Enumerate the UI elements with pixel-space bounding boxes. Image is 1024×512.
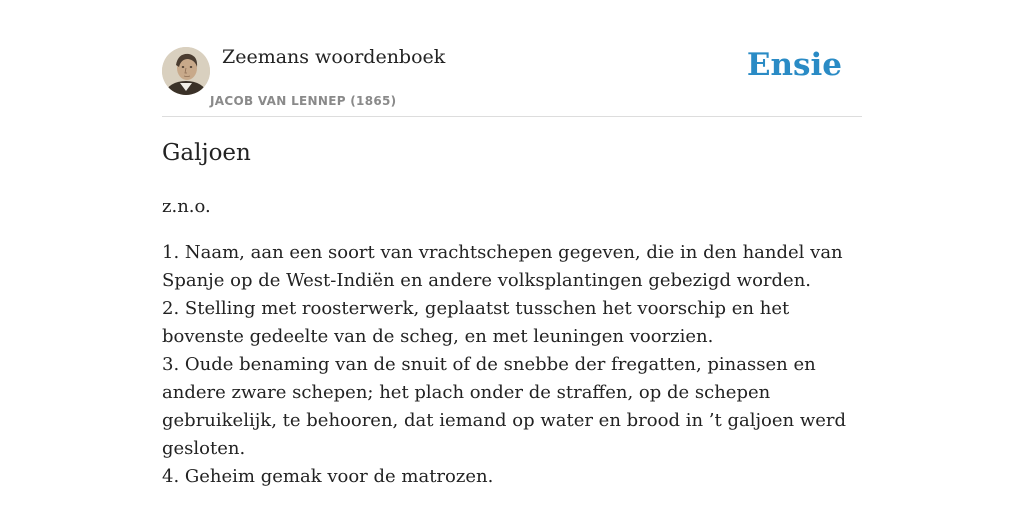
definition-item: 4. Geheim gemak voor de matrozen. [162,466,494,487]
entry-header [162,0,862,117]
definition-item: 2. Stelling met roosterwerk, geplaatst tusschen het voorschip en het bovenste gedeelte van de scheg, en met leuningen voorzien. [162,298,790,347]
author-portrait-icon [162,47,210,95]
definition-list [162,239,862,491]
author-name[interactable]: JACOB VAN LENNEP (1865) [210,94,397,108]
author-avatar[interactable] [162,47,210,95]
book-title[interactable]: Zeemans woordenboek [222,46,446,68]
entry-card [162,0,862,487]
part-of-speech: z.n.o. [162,196,211,217]
ensie-logo[interactable]: Ensie [746,47,842,83]
entry-term: Galjoen [162,140,251,166]
definition-item: 1. Naam, aan een soort van vrachtschepen gegeven, die in den handel van Spanje op de West-Indiën en andere volksplantingen gebezigd worden. [162,242,843,291]
definition-item: 3. Oude benaming van de snuit of de snebbe der fregatten, pinassen en andere zware schepen; het plach onder de straffen, op de schepen gebruikelijk, te behooren, dat iemand op water en brood in ’t galjoen werd gesloten. [162,354,847,459]
